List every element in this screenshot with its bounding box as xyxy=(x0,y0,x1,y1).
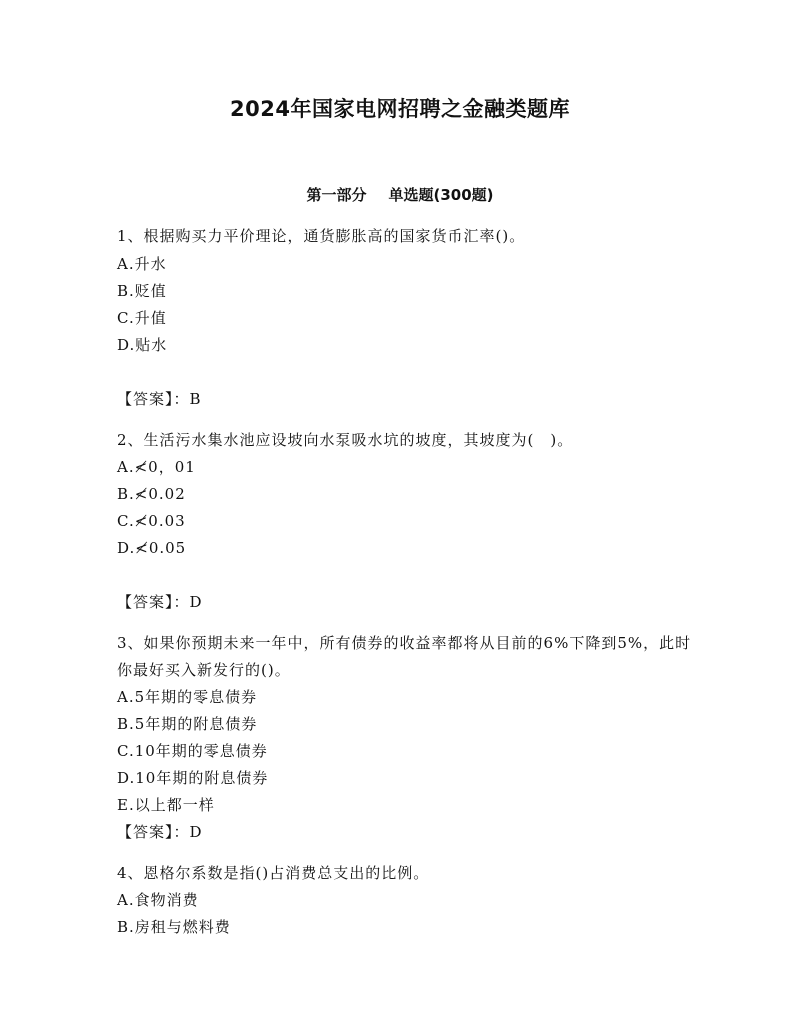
question-1-option-a: A.升水 xyxy=(117,255,167,273)
section-heading xyxy=(0,183,800,207)
question-3-option-c: C.10年期的零息债券 xyxy=(117,742,268,760)
question-2-option-c: C.≮0.03 xyxy=(117,512,186,530)
question-2-option-a: A.≮0，01 xyxy=(117,458,196,476)
question-2-stem: 2、生活污水集水池应设坡向水泵吸水坑的坡度，其坡度为( )。 xyxy=(117,431,574,449)
question-3-option-e: E.以上都一样 xyxy=(117,796,215,814)
question-3-stem: 3、如果你预期未来一年中，所有债券的收益率都将从目前的6%下降到5%，此时你最好买入新发行的()。 xyxy=(117,634,692,679)
question-1-option-d: D.贴水 xyxy=(117,336,168,354)
question-2-answer: 【答案】：D xyxy=(117,593,203,611)
question-4-stem: 4、恩格尔系数是指()占消费总支出的比例。 xyxy=(117,864,430,882)
section-part: 第一部分 xyxy=(306,186,367,204)
question-4-option-b: B.房租与燃料费 xyxy=(117,918,231,936)
question-1-option-b: B.贬值 xyxy=(117,282,167,300)
document-title: 2024年国家电网招聘之金融类题库 xyxy=(230,97,570,121)
question-3-answer: 【答案】：D xyxy=(117,823,203,841)
question-3-option-b: B.5年期的附息债券 xyxy=(117,715,258,733)
question-2-option-d: D.≮0.05 xyxy=(117,539,187,557)
question-3-option-a: A.5年期的零息债券 xyxy=(117,688,258,706)
question-2-option-b: B.≮0.02 xyxy=(117,485,186,503)
question-1-option-c: C.升值 xyxy=(117,309,167,327)
question-3-option-d: D.10年期的附息债券 xyxy=(117,769,269,787)
question-4-option-a: A.食物消费 xyxy=(117,891,199,909)
question-1-answer: 【答案】：B xyxy=(117,390,202,408)
question-1-stem: 1、根据购买力平价理论，通货膨胀高的国家货币汇率()。 xyxy=(117,227,526,245)
section-name: 单选题(300题) xyxy=(388,186,494,204)
